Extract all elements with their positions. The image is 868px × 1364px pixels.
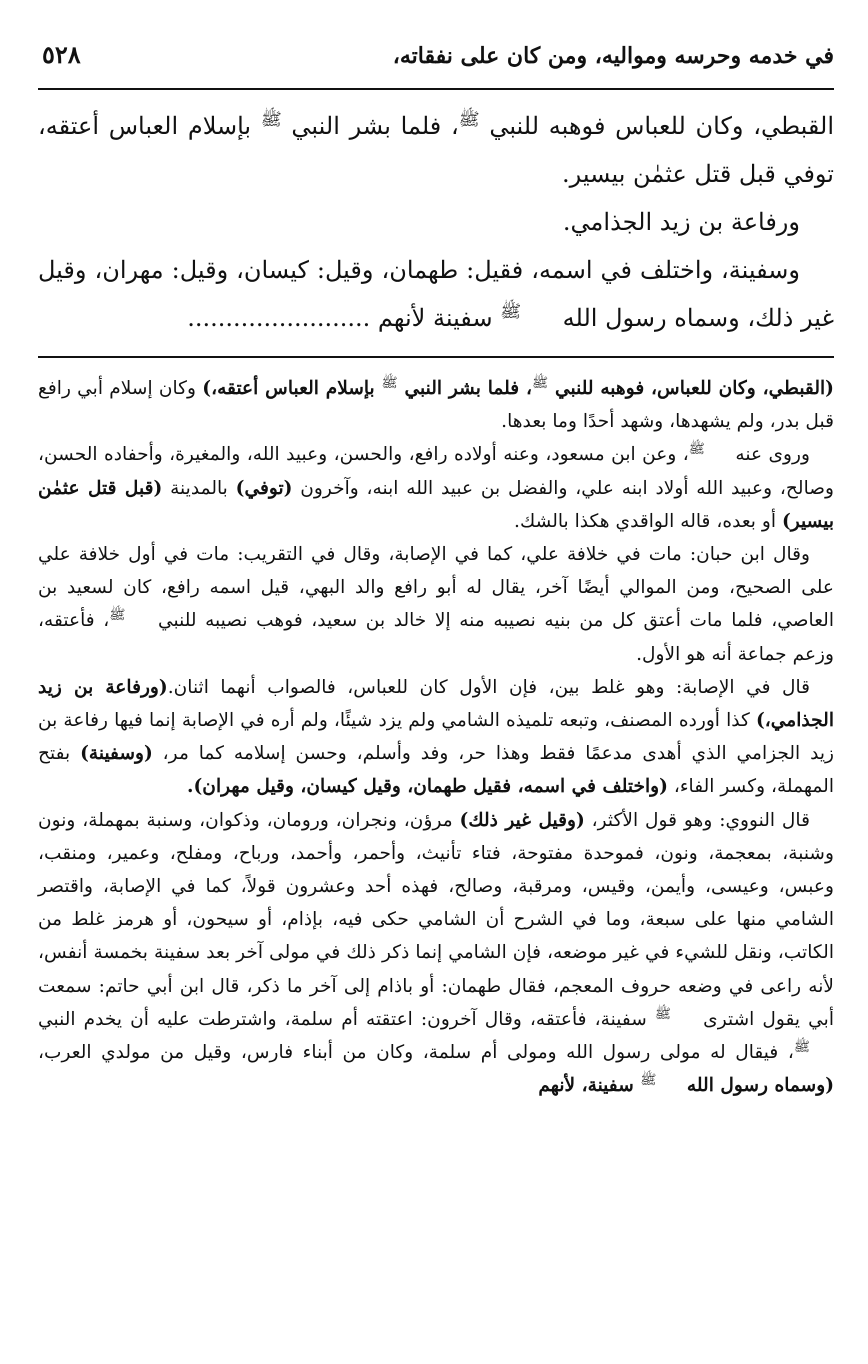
salawat-glyph: ﷺ bbox=[654, 1006, 672, 1022]
salawat-glyph: ﷺ bbox=[688, 442, 705, 458]
commentary-paragraph bbox=[38, 538, 834, 671]
text-run: قال النووي: وهو قول الأكثر، bbox=[584, 809, 810, 831]
text-run: قال في الإصابة: وهو غلط بين، فإن الأول كان للعباس، فالصواب أنهما اثنان. bbox=[167, 676, 811, 698]
quoted-text: (ورفاعة بن زيد الجذامي،) bbox=[38, 676, 834, 732]
running-title: في خدمه وحرسه ومواليه، ومن كان على نفقاته، bbox=[392, 43, 834, 69]
salawat-glyph: ﷺ bbox=[260, 110, 282, 130]
quoted-text: ، فلما بشر النبي bbox=[397, 378, 532, 399]
quoted-text: (القبطي، وكان للعباس، فوهبه للنبي bbox=[548, 378, 834, 399]
quoted-text: سفينة، لأنهم bbox=[538, 1075, 641, 1097]
quoted-text: (قبل قتل عثمٰن بيسير) bbox=[38, 477, 834, 532]
commentary-paragraph bbox=[38, 438, 834, 538]
salawat-glyph: ﷺ bbox=[532, 375, 549, 391]
text-run: أو بعده، قاله الواقدي هكذا بالشك. bbox=[514, 510, 782, 532]
commentary-paragraph bbox=[38, 804, 834, 1103]
text-run: وكان إسلام أبي رافع قبل بدر، ولم يشهدها، وشهد أحدًا وما بعدها. bbox=[38, 378, 834, 433]
text-run: بإسلام العباس أعتقه، توفي قبل قتل عثمٰن بيسير. bbox=[38, 112, 834, 188]
salawat-glyph: ﷺ bbox=[793, 1039, 810, 1055]
main-paragraph: ورفاعة بن زيد الجذامي. bbox=[562, 208, 800, 236]
quoted-text: (وقيل غير ذلك) bbox=[459, 809, 585, 831]
page-number: ٥٢٨ bbox=[42, 40, 81, 69]
salawat-glyph: ﷺ bbox=[500, 302, 522, 322]
text-run: ، فلما بشر النبي bbox=[281, 112, 459, 140]
quoted-text: (وسماه رسول الله bbox=[680, 1075, 834, 1097]
commentary-paragraph bbox=[38, 671, 834, 804]
text-run: كذا أورده المصنف، وتبعه تلميذه الشامي ولم يزد شيئًا، ولم أره في الإصابة إنما فيها رفاعة بن زيد الجزامي الذي أهدى مدعمًا فقط وهذا حر، وفد وأسلم، وحسن إسلامه كما مر، bbox=[38, 710, 834, 765]
quoted-text: (واختلف في اسمه، فقيل طهمان، وقيل كيسان، وقيل مهران). bbox=[187, 776, 668, 798]
text-run: سفينة، فأعتقه، وقال آخرون: اعتقته أم سلمة، واشترطت عليه أن يخدم النبي bbox=[38, 1008, 655, 1030]
running-header bbox=[38, 40, 834, 90]
main-paragraph bbox=[38, 102, 834, 198]
salawat-glyph: ﷺ bbox=[458, 110, 480, 130]
quoted-text: بإسلام العباس أعتقه،) bbox=[202, 378, 382, 399]
salawat-glyph: ﷺ bbox=[640, 1073, 657, 1089]
text-run: ، فأعتقه، وزعم جماعة أنه هو الأول. bbox=[38, 610, 834, 665]
commentary-text bbox=[38, 372, 834, 1102]
text-run: وقال ابن حبان: مات في خلافة علي، كما في الإصابة، وقال في التقريب: مات في أول خلافة علي على الصحيح، ومن الموالي أيضًا آخر، يقال له أبو رافع والد البهي، قيل اسمه رافع، كان لسعيد بن العاصي، فلما مات أعتق كل من بنيه نصيبه منه إلا خالد بن سعيد، فوهب نصيبه للنبي bbox=[38, 544, 835, 632]
text-run: وسفينة، واختلف في اسمه، فقيل: طهمان، وقيل: كيسان، وقيل: مهران، وقيل غير ذلك، وسماه رسول الله bbox=[38, 256, 834, 332]
commentary-paragraph bbox=[38, 372, 834, 438]
text-run: ، وعن ابن مسعود، وعنه أولاده رافع، والحسن، وعبيد الله، والمغيرة، وأحفاده الحسن، وصالح، وعبيد الله أولاد ابنه علي، والفضل بن عبيد الله ابنه، وآخرون bbox=[38, 444, 834, 499]
text-run: وروى عنه bbox=[728, 444, 810, 466]
text-run: سفينة لأنهم ........................ bbox=[187, 304, 501, 332]
document-page bbox=[38, 40, 834, 1340]
salawat-glyph: ﷺ bbox=[109, 608, 126, 624]
text-run: ، فيقال له مولى رسول الله ومولى أم سلمة، وكان من أبناء فارس، وقيل من مولدي العرب، bbox=[38, 1042, 794, 1064]
salawat-glyph: ﷺ bbox=[381, 375, 398, 391]
main-text bbox=[38, 102, 834, 342]
main-paragraph bbox=[38, 246, 834, 342]
quoted-text: (وسفينة) bbox=[80, 743, 153, 765]
text-run: بالمدينة bbox=[162, 477, 236, 499]
text-run: القبطي، وكان للعباس فوهبه للنبي bbox=[479, 112, 835, 140]
section-divider bbox=[38, 356, 834, 358]
text-run: بفتح المهملة، وكسر الفاء، bbox=[38, 743, 834, 798]
text-run: مرؤن، ونجران، ورومان، وذكوان، وسنبة بمهملة، ونون وشنبة، بمعجمة، ونون، فموحدة مفتوحة، فتاء تأنيث، وأحمر، وأحمد، ورباح، ومفلح، وعمير، ومنقب، وعبس، وعيسى، وأيمن، وقيس، ومرقبة، وصالح، فهذه أحد وعشرون قولاً، كما في الإصابة، واقتصر الشامي منها على سبعة، وما في الشرح أن الشامي حكى فيه، بإذام، أو سيحون، أو هرمز غلط من الكاتب، ونقل للشيء في غير موضعه، فإن الشامي إنما ذكر ذلك في مولى آخر بعد سفينة بخمسة أنفس، لأنه راعى في وضعه حروف المعجم، فقال طهمان: أو باذام إلى آخر ما ذكر، قال ابن أبي حاتم: سمعت أبي يقول اشترى bbox=[38, 809, 834, 1030]
quoted-text: (توفي) bbox=[235, 477, 293, 499]
